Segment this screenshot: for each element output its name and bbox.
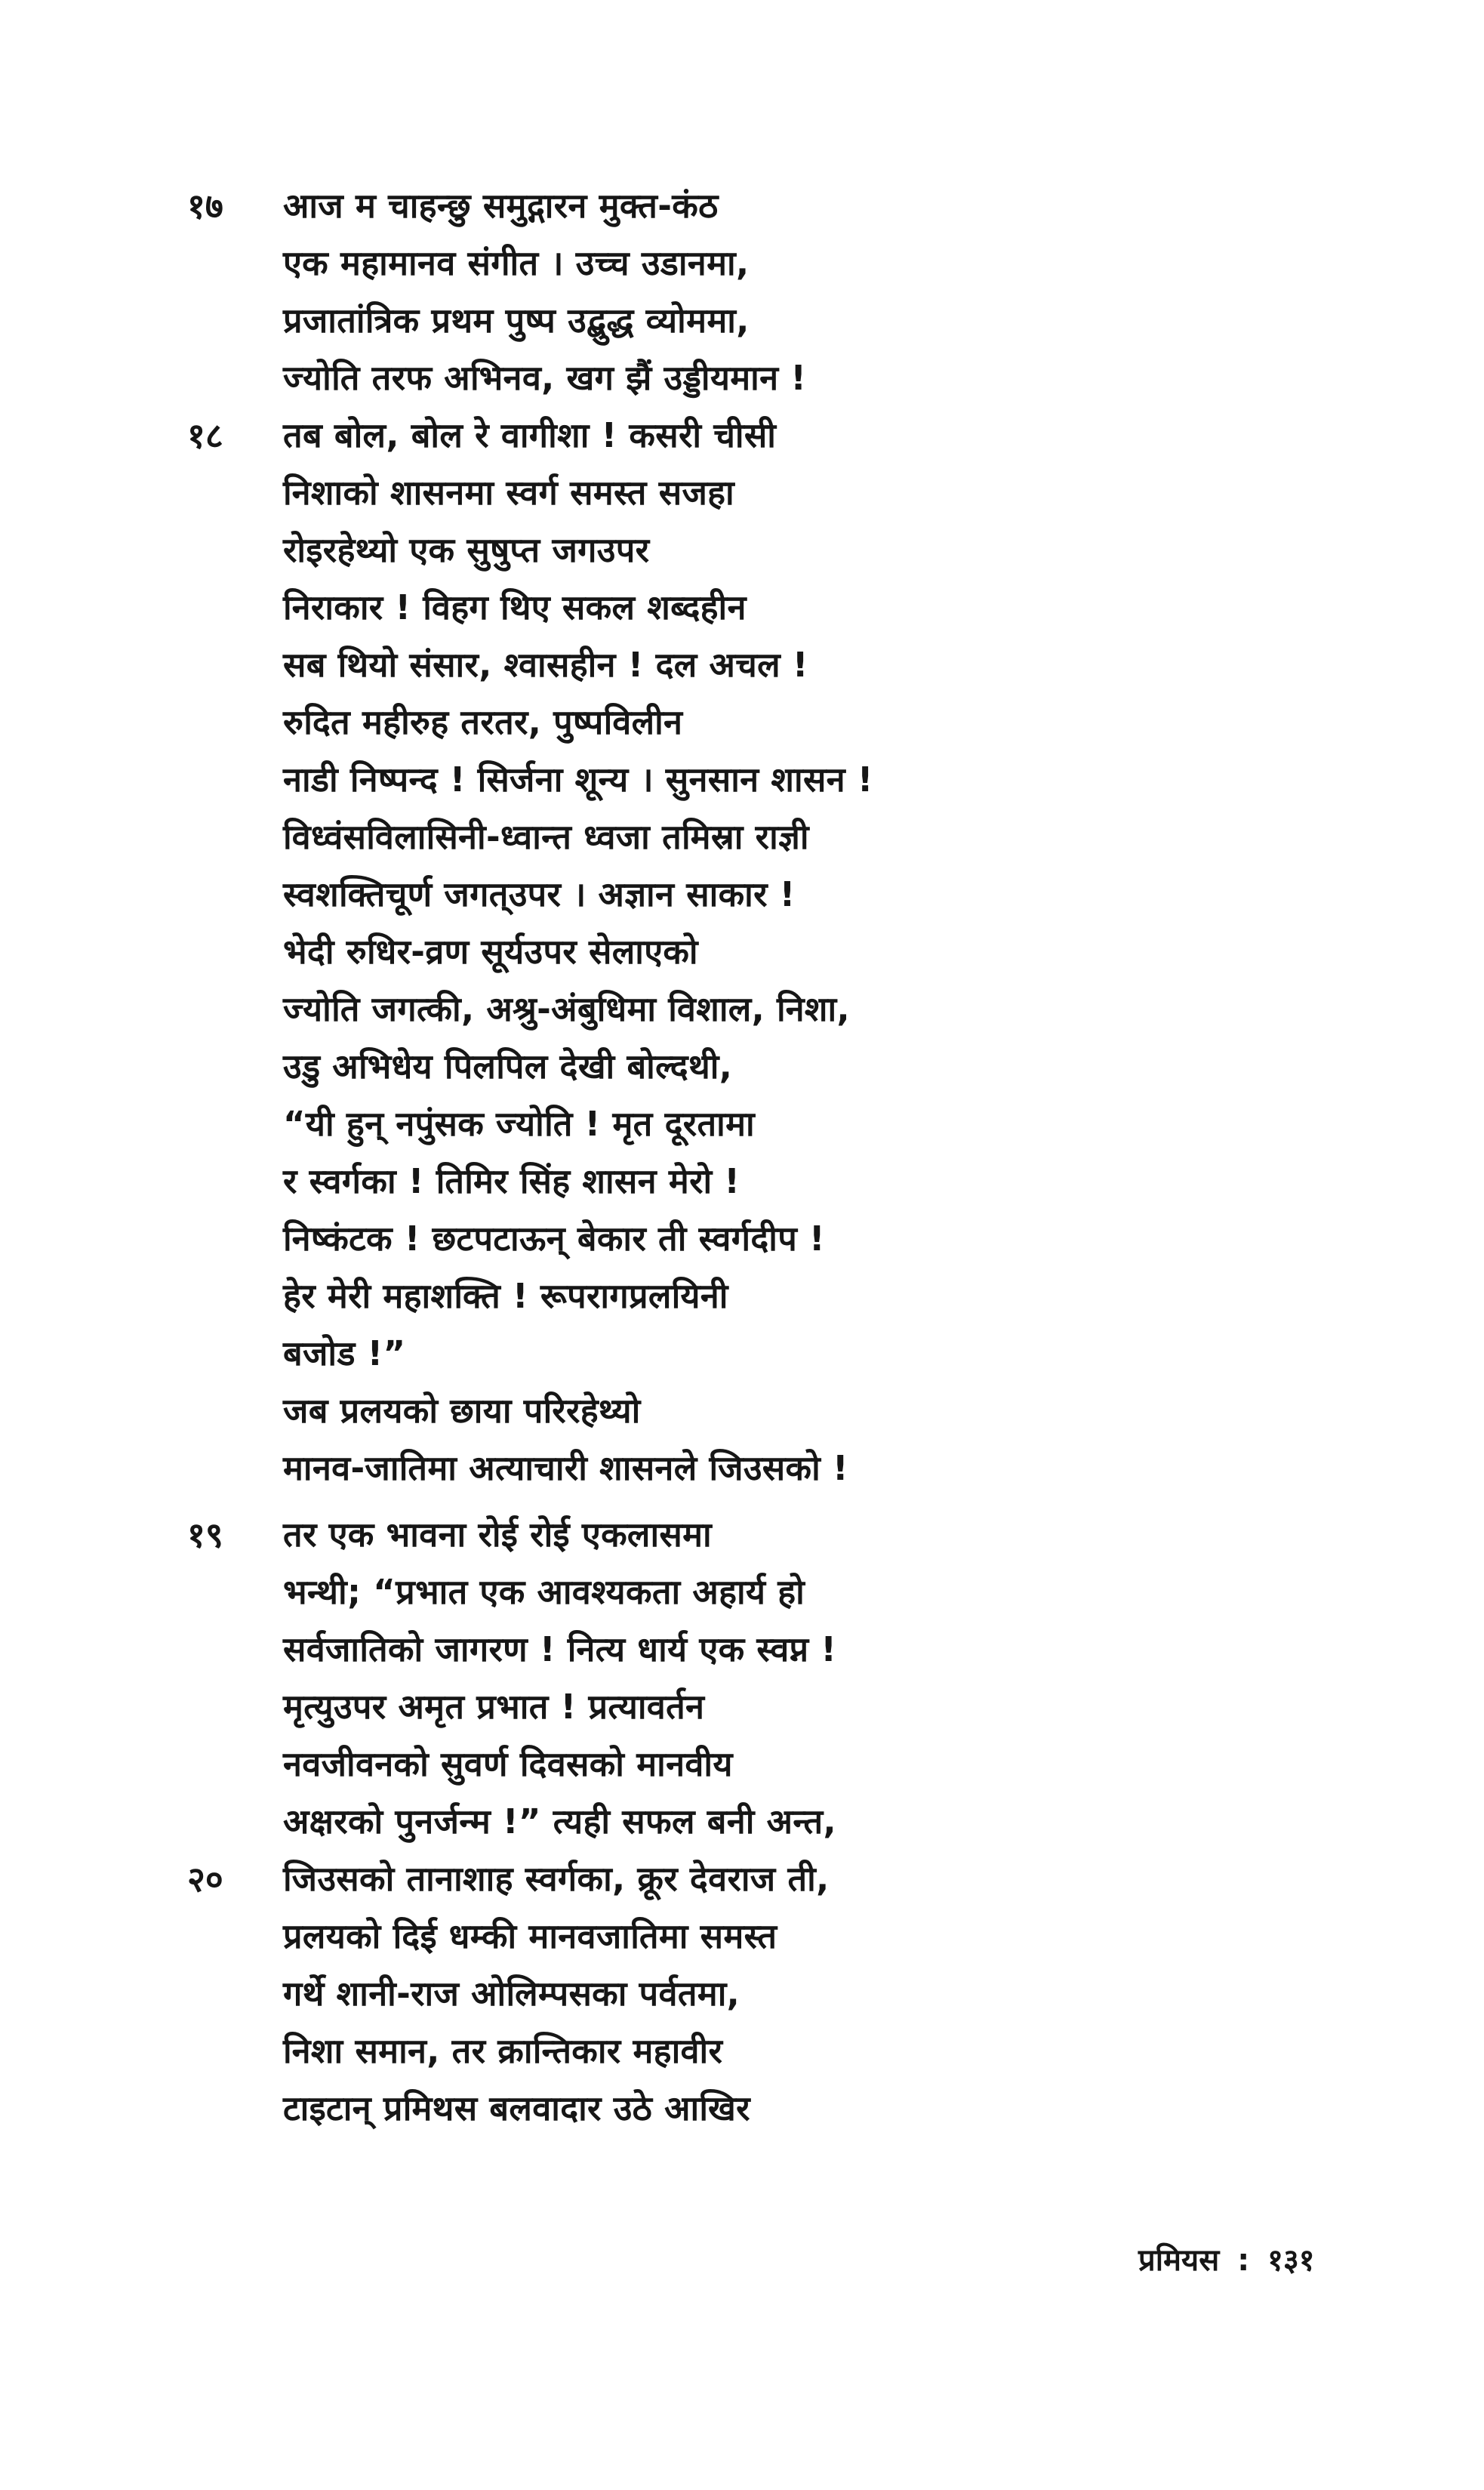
verse-line: ज्योति जगत्की, अश्रु-अंबुधिमा विशाल, निशा, [283, 989, 850, 1029]
page-footer [1138, 2238, 1315, 2283]
verse-line: निष्कंटक ! छटपटाऊन् बेकार ती स्वर्गदीप ! [283, 1219, 825, 1259]
verse-line: तर एक भावना रोई रोई एकलासमा [283, 1515, 712, 1555]
verse-line: विध्वंसविलासिनी-ध्वान्त ध्वजा तमिस्रा राज्ञी [283, 817, 809, 857]
verse-line: रोइरहेथ्यो एक सुषुप्त जगउपर [283, 530, 650, 570]
stanza-number: १८ [187, 415, 223, 456]
verse-line: हेर मेरी महाशक्ति ! रूपरागप्रलयिनी [283, 1276, 728, 1316]
verse-line: र स्वर्गका ! तिमिर सिंह शासन मेरो ! [283, 1161, 740, 1201]
verse-line: मृत्युउपर अमृत प्रभात ! प्रत्यावर्तन [283, 1687, 705, 1727]
verse-line: मानव-जातिमा अत्याचारी शासनले जिउसको ! [283, 1448, 848, 1488]
verse-line: बजोड !” [283, 1333, 406, 1373]
verse-line: उडु अभिधेय पिलपिल देखी बोल्दथी, [283, 1046, 733, 1086]
verse-line: निशाको शासनमा स्वर्ग समस्त सजहा [283, 473, 734, 513]
verse-line: नवजीवनको सुवर्ण दिवसको मानवीय [283, 1744, 733, 1784]
verse-line: भन्थी; “प्रभात एक आवश्यकता अहार्य हो [283, 1572, 805, 1612]
verse-line: प्रजातांत्रिक प्रथम पुष्प उद्बुद्ध व्योममा, [283, 300, 750, 341]
verse-line: रुदित महीरुह तरतर, पुष्पविलीन [283, 702, 683, 742]
stanza-number: १७ [187, 186, 223, 227]
verse-line: तब बोल, बोल रे वागीशा ! कसरी चीसी [283, 415, 777, 455]
verse-line: जब प्रलयको छाया परिरहेथ्यो [283, 1391, 641, 1431]
verse-line: जिउसको तानाशाह स्वर्गका, क्रूर देवराज ती, [283, 1859, 830, 1899]
verse-line: प्रलयको दिई धम्की मानवजातिमा समस्त [283, 1916, 777, 1956]
verse-line: निराकार ! विहग थिए सकल शब्दहीन [283, 587, 747, 627]
verse-line: स्वशक्तिचूर्ण जगत्‌उपर । अज्ञान साकार ! [283, 874, 796, 914]
verse-line: ज्योति तरफ अभिनव, खग झैं उड्डीयमान ! [283, 358, 807, 398]
stanza-number: १९ [187, 1515, 223, 1555]
verse-line: सर्वजातिको जागरण ! नित्य धार्य एक स्वप्न ! [283, 1629, 837, 1669]
verse-line: गर्थे शानी-राज ओलिम्पसका पर्वतमा, [283, 1974, 740, 2014]
verse-line: टाइटान् प्रमिथस बलवादार उठे आखिर [283, 2088, 750, 2128]
stanza-number: २० [187, 1859, 223, 1900]
verse-line: आज म चाहन्छु समुद्गारन मुक्त-कंठ [283, 186, 719, 226]
verse-line: भेदी रुधिर-व्रण सूर्यउपर सेलाएको [283, 932, 698, 972]
verse-line: नाडी निष्पन्द ! सिर्जना शून्य । सुनसान शासन ! [283, 760, 873, 800]
verse-line: सब थियो संसार, श्वासहीन ! दल अचल ! [283, 645, 808, 685]
verse-line: निशा समान, तर क्रान्तिकार महावीर [283, 2031, 723, 2071]
footer-separator: : [1237, 2243, 1250, 2278]
verse-line: एक महामानव संगीत । उच्च उडानमा, [283, 243, 750, 283]
footer-title: प्रमियस [1138, 2243, 1220, 2278]
page-number: १३१ [1267, 2243, 1315, 2278]
verse-line: “यी हुन् नपुंसक ज्योति ! मृत दूरतामा [283, 1104, 755, 1144]
verse-line: अक्षरको पुनर्जन्म !” त्यही सफल बनी अन्त, [283, 1801, 836, 1841]
